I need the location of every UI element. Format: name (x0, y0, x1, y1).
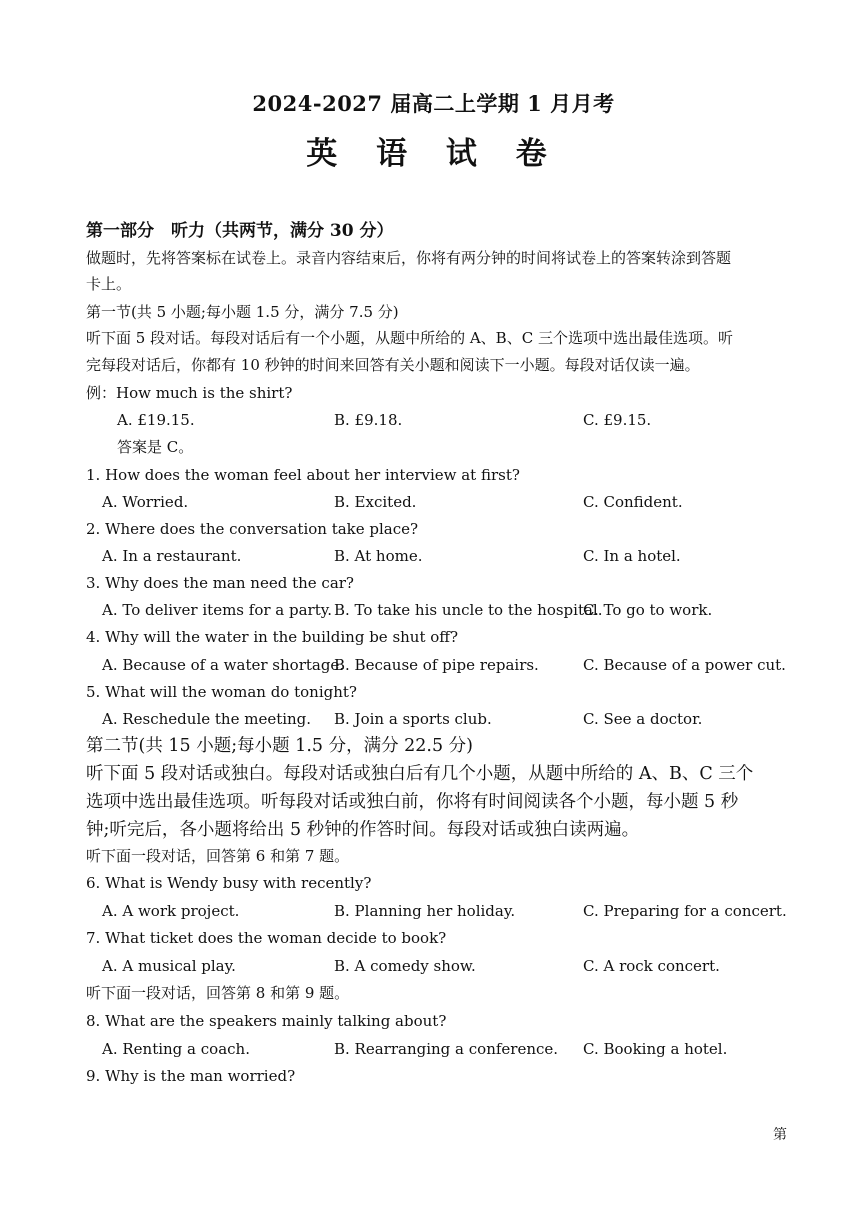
q4-option-a: A. Because of a water shortage. (102, 656, 345, 674)
q5-option-a: A. Reschedule the meeting. (102, 710, 312, 728)
group-instruction: 听下面一段对话，回答第 6 和第 7 题。 (86, 847, 350, 865)
q4-option-c: C. Because of a power cut. (583, 656, 786, 674)
q8-option-c: C. Booking a hotel. (583, 1040, 728, 1058)
section1-heading: 第一节(共 5 小题;每小题 1.5 分，满分 7.5 分) (86, 303, 399, 321)
q1-option-b: B. Excited. (334, 493, 417, 511)
q6-option-c: C. Preparing for a concert. (583, 902, 787, 920)
question-4: 4. Why will the water in the building be shut off? (86, 628, 458, 646)
q7-option-a: A. A musical play. (102, 957, 236, 975)
exam-title: 2024-2027 届高二上学期 1 月月考 (252, 91, 615, 116)
part1-heading: 第一部分 听力（共两节，满分 30 分） (86, 221, 394, 241)
q4-option-b: B. Because of pipe repairs. (334, 656, 539, 674)
q8-option-a: A. Renting a coach. (102, 1040, 250, 1058)
subject-title: 英 语 试 卷 (306, 136, 561, 172)
q8-option-b: B. Rearranging a conference. (334, 1040, 559, 1058)
question-1: 1. How does the woman feel about her interview at first? (86, 466, 520, 484)
q1-option-c: C. Confident. (583, 493, 683, 511)
section2-instruction-line: 选项中选出最佳选项。听每段对话或独白前，你将有时间阅读各个小题，每小题 5 秒 (86, 792, 739, 812)
q7-option-c: C. A rock concert. (583, 957, 720, 975)
part1-instruction-line: 做题时，先将答案标在试卷上。录音内容结束后，你将有两分钟的时间将试卷上的答案转涂到答题 (86, 249, 732, 267)
q3-option-b: B. To take his uncle to the hospital. (334, 601, 603, 619)
example-answer: 答案是 C。 (117, 438, 194, 456)
section1-instruction-line: 完每段对话后，你都有 10 秒钟的时间来回答有关小题和阅读下一小题。每段对话仅读一遍。 (86, 356, 700, 374)
example-option-c: C. £9.15. (583, 411, 652, 429)
q5-option-c: C. See a doctor. (583, 710, 703, 728)
q5-option-b: B. Join a sports club. (334, 710, 492, 728)
example-option-a: A. £19.15. (117, 411, 195, 429)
question-2: 2. Where does the conversation take place? (86, 520, 419, 538)
q6-option-a: A. A work project. (102, 902, 240, 920)
q7-option-b: B. A comedy show. (334, 957, 476, 975)
section2-instruction-line: 钟;听完后，各小题将给出 5 秒钟的作答时间。每段对话或独白读两遍。 (86, 820, 640, 840)
q3-option-a: A. To deliver items for a party. (102, 601, 332, 619)
question-3: 3. Why does the man need the car? (86, 574, 354, 592)
section2-instruction-line: 听下面 5 段对话或独白。每段对话或独白后有几个小题，从题中所给的 A、B、C 三个 (86, 764, 754, 784)
q2-option-c: C. In a hotel. (583, 547, 681, 565)
q3-option-c: C. To go to work. (583, 601, 713, 619)
question-8: 8. What are the speakers mainly talking about? (86, 1012, 447, 1030)
question-6: 6. What is Wendy busy with recently? (86, 874, 372, 892)
q2-option-b: B. At home. (334, 547, 423, 565)
example-option-b: B. £9.18. (334, 411, 403, 429)
q6-option-b: B. Planning her holiday. (334, 902, 516, 920)
q1-option-a: A. Worried. (102, 493, 189, 511)
question-7: 7. What ticket does the woman decide to book? (86, 929, 447, 947)
group-instruction: 听下面一段对话，回答第 8 和第 9 题。 (86, 984, 350, 1002)
page-number-label: 第 (773, 1127, 787, 1143)
section1-instruction-line: 听下面 5 段对话。每段对话后有一个小题，从题中所给的 A、B、C 三个选项中选出最佳选项。听 (86, 329, 733, 347)
q2-option-a: A. In a restaurant. (102, 547, 242, 565)
question-9: 9. Why is the man worried? (86, 1067, 296, 1085)
example-question: 例：How much is the shirt? (86, 384, 293, 402)
question-5: 5. What will the woman do tonight? (86, 683, 357, 701)
part1-instruction-line: 卡上。 (86, 275, 132, 293)
section2-heading: 第二节(共 15 小题;每小题 1.5 分，满分 22.5 分) (86, 736, 473, 756)
